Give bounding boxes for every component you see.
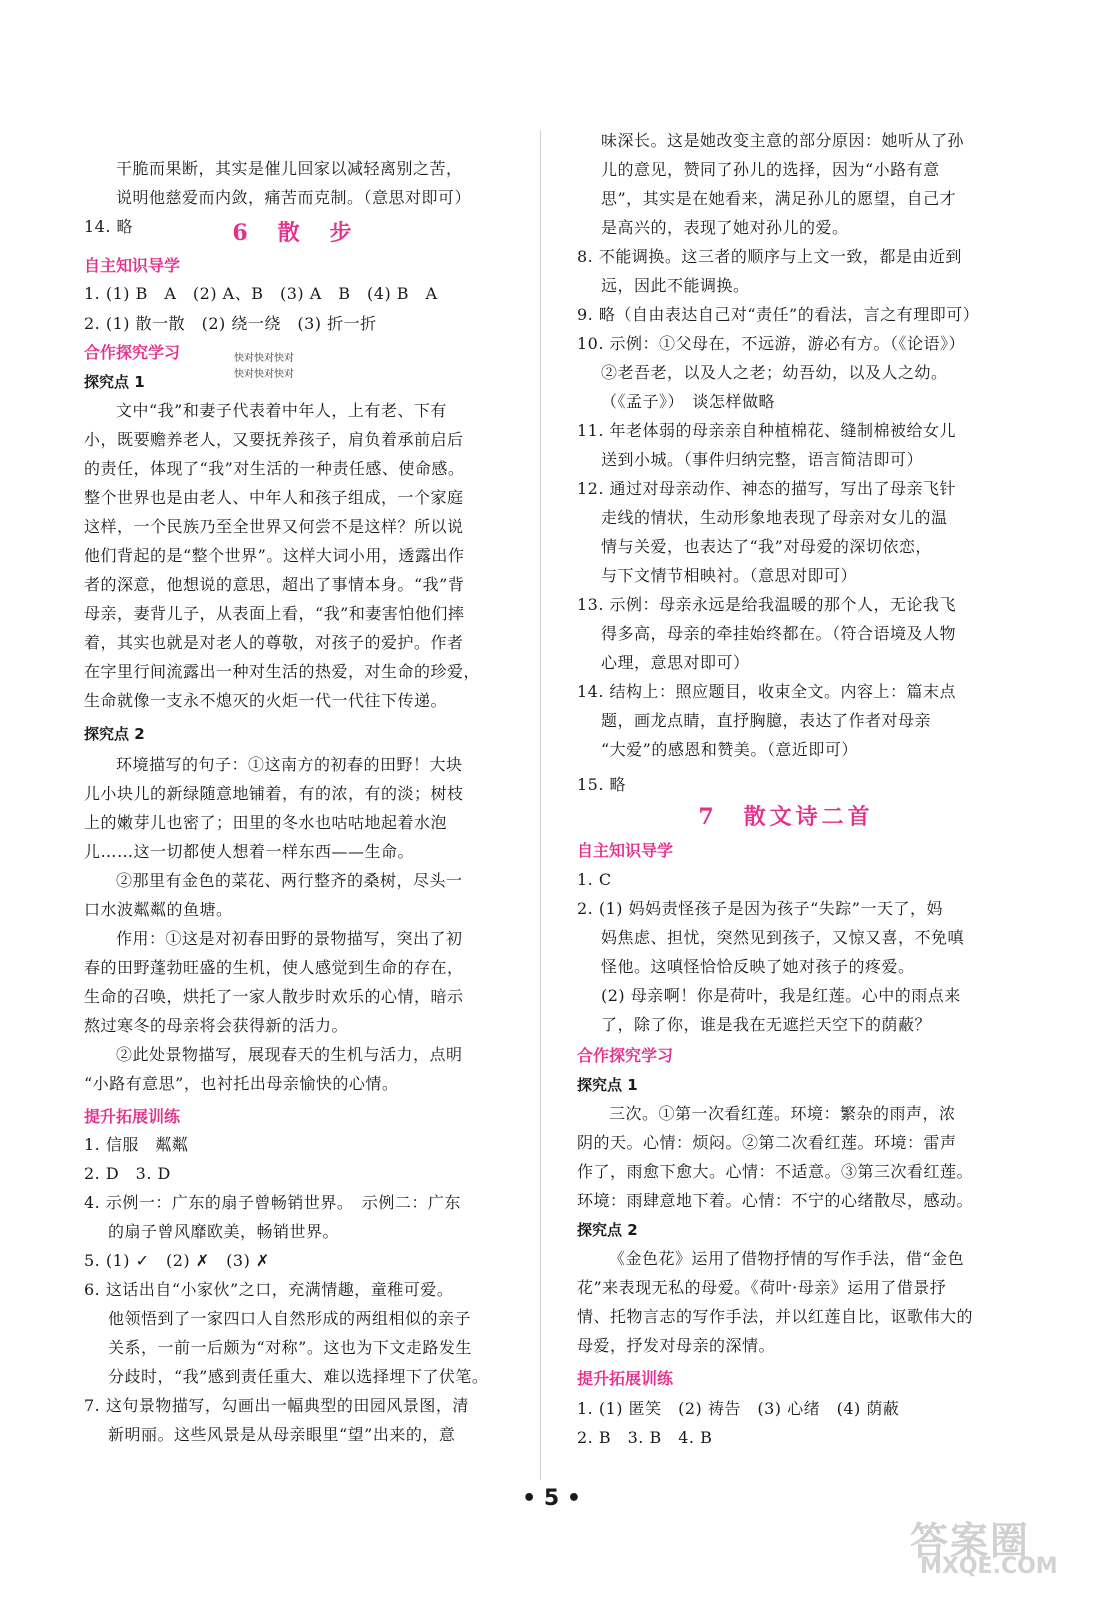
text-line: 说明他慈爱而内敛，痛苦而克制。（意思对即可） [116, 188, 472, 207]
text-line: 作用：①这是对初春田野的景物描写，突出了初 [116, 929, 463, 948]
text-line: 生命就像一支永不熄灭的火炬一代一代往下传递。 [84, 691, 448, 710]
text-line: 远，因此不能调换。 [601, 276, 750, 295]
text-line: 口水波粼粼的鱼塘。 [84, 900, 233, 919]
left-column [84, 0, 504, 1490]
answer-line: 他领悟到了一家四口人自然形成的两组相似的亲子 [108, 1309, 472, 1328]
text-line: （《孟子》） 谈怎样做略 [601, 392, 776, 411]
text-line: 环境：雨肆意地下着。心情：不宁的心绪散尽，感动。 [577, 1191, 974, 1210]
text-line: 母亲，妻背儿子，从表面上看，“我”和妻害怕他们摔 [84, 604, 465, 623]
handwritten-note: 快对快对快对 [234, 369, 294, 380]
text-line: 题，画龙点睛，直抒胸臆，表达了作者对母亲 [601, 711, 932, 730]
text-line: 走线的情状，生动形象地表现了母亲对女儿的温 [601, 508, 948, 527]
text-line: 干脆而果断，其实是催儿回家以减轻离别之苦， [116, 159, 463, 178]
explore-point-1: 探究点 1 [84, 373, 145, 391]
text-line: 儿……这一切都使人想着一样东西——生命。 [84, 842, 415, 861]
text-line: 整个世界也是由老人、中年人和孩子组成，一个家庭 [84, 488, 464, 507]
text-line: 他们背起的是“整个世界”。这样大词小用，透露出作 [84, 546, 465, 565]
answer-line: 6. 这话出自“小家伙”之口，充满情趣，童稚可爱。 [84, 1280, 454, 1299]
text-line: 儿小块儿的新绿随意地铺着，有的浓，有的淡；树枝 [84, 784, 464, 803]
text-line: 的责任，体现了“我”对生活的一种责任感、使命感。 [84, 459, 465, 478]
section-tisheng: 提升拓展训练 [577, 1369, 674, 1388]
explore-point-1: 探究点 1 [577, 1076, 638, 1094]
text-line: 者的深意，他想说的意思，超出了事情本身。“我”背 [84, 575, 465, 594]
answer-line: 关系，一前一后颇为“对称”。这也为下文走路发生 [108, 1338, 472, 1357]
lesson-7-title: 7 散文诗二首 [698, 804, 874, 830]
text-line: 三次。①第一次看红莲。环境：繁杂的雨声，浓 [609, 1104, 956, 1123]
text-line: 母爱，抒发对母亲的深情。 [577, 1336, 776, 1355]
answer-10: 10. 示例：①父母在，不远游，游必有方。（《论语》） [577, 334, 966, 353]
text-line: ②老吾老，以及人之老；幼吾幼，以及人之幼。 [601, 363, 948, 382]
text-line: 情与关爱，也表达了“我”对母爱的深切依恋， [601, 537, 932, 556]
text-line: 《金色花》运用了借物抒情的写作手法，借“金色 [609, 1249, 965, 1268]
text-line: 送到小城。（事件归纳完整，语言简洁即可） [601, 450, 924, 469]
text-line: 熬过寒冬的母亲将会获得新的活力。 [84, 1016, 349, 1035]
text-line: 心理，意思对即可） [601, 653, 750, 672]
answer-9: 9. 略（自由表达自己对“责任”的看法，言之有理即可） [577, 305, 980, 324]
text-line: 环境描写的句子：①这南方的初春的田野！大块 [116, 755, 463, 774]
answer-line: 的扇子曾风靡欧美，畅销世界。 [108, 1222, 340, 1241]
section-zizhu: 自主知识导学 [84, 256, 181, 275]
answer-11: 11. 年老体弱的母亲亲自种植棉花、缝制棉被给女儿 [577, 421, 957, 440]
right-column [577, 0, 995, 1490]
lesson-6-title: 6 散 步 [232, 220, 356, 246]
text-line: (2) 母亲啊！你是荷叶，我是红莲。心中的雨点来 [601, 986, 961, 1005]
text-line: 花”来表现无私的母爱。《荷叶·母亲》运用了借景抒 [577, 1278, 947, 1297]
text-line: 作了，雨愈下愈大。心情：不适意。③第三次看红莲。 [577, 1162, 974, 1181]
text-line: 妈焦虑、担忧，突然见到孩子，又惊又喜，不免嗔 [601, 928, 965, 947]
text-line: 文中“我”和妻子代表着中年人，上有老、下有 [116, 401, 447, 420]
explore-point-2: 探究点 2 [577, 1221, 638, 1239]
answer-line: 7. 这句景物描写，勾画出一幅典型的田园风景图，清 [84, 1396, 469, 1415]
text-line: 味深长。这是她改变主意的部分原因：她听从了孙 [601, 131, 965, 150]
answer-line: 2. D 3. D [84, 1164, 171, 1183]
answer-2: 2. (1) 散一散 (2) 绕一绕 (3) 折一折 [84, 314, 377, 333]
text-line: “大爱”的感恩和赞美。（意近即可） [601, 740, 858, 759]
text-line: 得多高，母亲的牵挂始终都在。（符合语境及人物 [601, 624, 957, 643]
text-line: ②此处景物描写，展现春天的生机与活力，点明 [116, 1045, 463, 1064]
answer-line: 4. 示例一：广东的扇子曾畅销世界。 示例二：广东 [84, 1193, 461, 1212]
text-line: 与下文情节相映衬。（意思对即可） [601, 566, 858, 585]
text-line: 上的嫩芽儿也密了；田里的冬水也咕咕地起着水泡 [84, 813, 448, 832]
text-line: 生命的召唤，烘托了一家人散步时欢乐的心情，暗示 [84, 987, 464, 1006]
text-line: 儿的意见，赞同了孙儿的选择，因为“小路有意 [601, 160, 940, 179]
answer-1: 1. (1) B A (2) A、B (3) A B (4) B A [84, 284, 438, 303]
text-line: 了，除了你，谁是我在无遮拦天空下的荫蔽？ [601, 1015, 932, 1034]
answer-14: 14. 结构上：照应题目，收束全文。内容上：篇末点 [577, 682, 957, 701]
text-line: 情、托物言志的写作手法，并以红莲自比，讴歌伟大的 [577, 1307, 974, 1326]
column-divider [540, 130, 541, 1480]
text-line: 着，其实也就是对老人的尊敬，对孩子的爱护。作者 [84, 633, 464, 652]
answer-8: 8. 不能调换。这三者的顺序与上文一致，都是由近到 [577, 247, 962, 266]
section-hezuo: 合作探究学习 [84, 343, 181, 362]
section-zizhu: 自主知识导学 [577, 841, 674, 860]
section-hezuo: 合作探究学习 [577, 1046, 674, 1065]
text-line: ②那里有金色的菜花、两行整齐的桑树，尽头一 [116, 871, 463, 890]
watermark-url: MXQE.COM [920, 1554, 1058, 1579]
text-line: “小路有意思”，也衬托出母亲愉快的心情。 [84, 1074, 399, 1093]
answer-2: 2. (1) 妈妈责怪孩子是因为孩子“失踪”一天了，妈 [577, 899, 943, 918]
text-line: 这样，一个民族乃至全世界又何尝不是这样？所以说 [84, 517, 464, 536]
page-number: • 5 • [522, 1486, 581, 1511]
answer-line: 1. (1) 匿笑 (2) 祷告 (3) 心绪 (4) 荫蔽 [577, 1399, 900, 1418]
answer-15: 15. 略 [577, 775, 627, 794]
watermark-logo [910, 1510, 1070, 1582]
handwritten-note: 快对快对快对 [234, 353, 294, 364]
watermark-text: 答案圈 [910, 1519, 1031, 1563]
answer-line: 1. 信服 粼粼 [84, 1135, 189, 1154]
answer-12: 12. 通过对母亲动作、神态的描写，写出了母亲飞针 [577, 479, 957, 498]
text-line: 小，既要赡养老人，又要抚养孩子，肩负着承前启后 [84, 430, 464, 449]
answer-13: 13. 示例：母亲永远是给我温暖的那个人，无论我飞 [577, 595, 957, 614]
text-line: 阴的天。心情：烦闷。②第二次看红莲。环境：雷声 [577, 1133, 957, 1152]
text-line: 是高兴的，表现了她对孙儿的爱。 [601, 218, 849, 237]
text-line: 怪他。这嗔怪恰恰反映了她对孩子的疼爱。 [601, 957, 915, 976]
answer-1: 1. C [577, 870, 612, 889]
answer-14: 14. 略 [84, 217, 134, 236]
answer-line: 2. B 3. B 4. B [577, 1428, 713, 1447]
answer-line: 分歧时，“我”感到责任重大、难以选择埋下了伏笔。 [108, 1367, 489, 1386]
explore-point-2: 探究点 2 [84, 725, 145, 743]
text-line: 思”，其实是在她看来，满足孙儿的愿望，自己才 [601, 189, 957, 208]
text-line: 春的田野蓬勃旺盛的生机，使人感觉到生命的存在， [84, 958, 464, 977]
answer-line: 新明丽。这些风景是从母亲眼里“望”出来的，意 [108, 1425, 456, 1444]
text-line: 在字里行间流露出一种对生活的热爱，对生命的珍爱， [84, 662, 481, 681]
section-tisheng: 提升拓展训练 [84, 1107, 181, 1126]
answer-line: 5. (1) ✓ (2) ✗ (3) ✗ [84, 1251, 270, 1270]
